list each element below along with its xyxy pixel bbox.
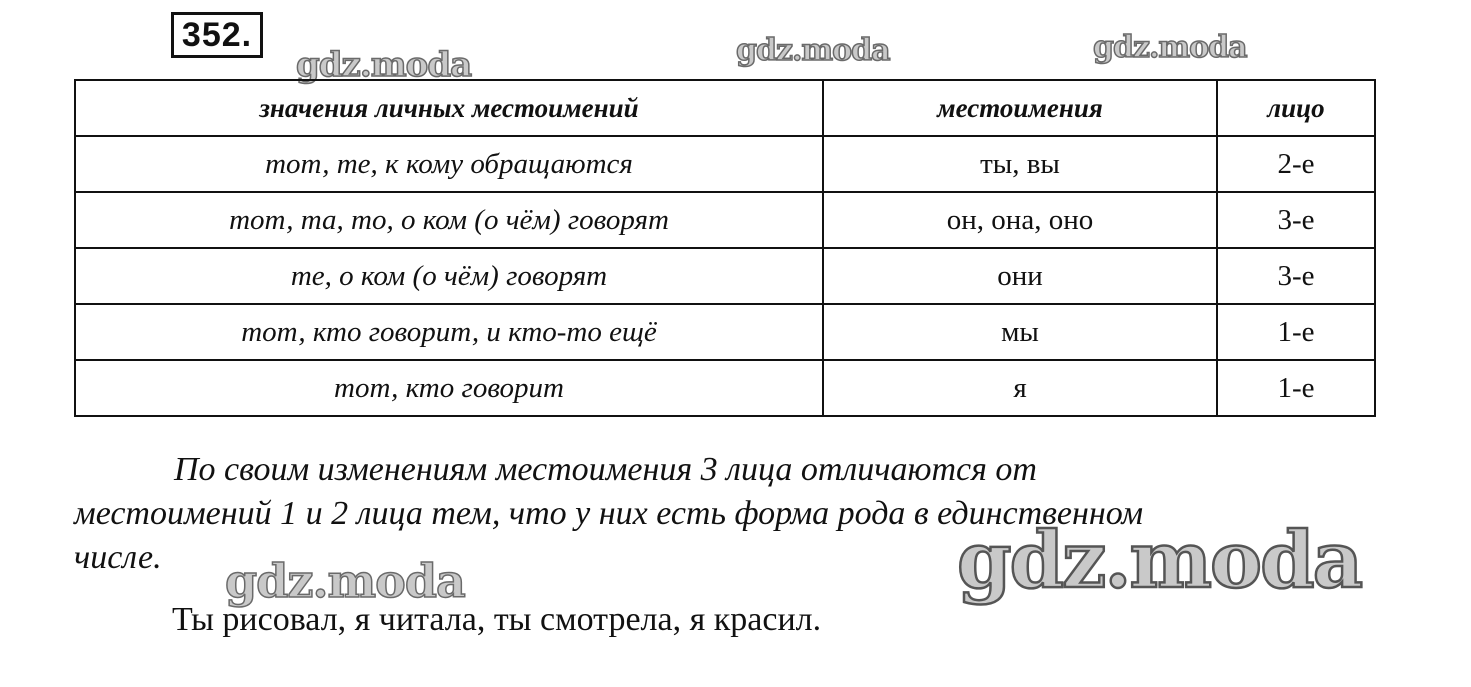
watermark: gdz.moda — [736, 33, 890, 68]
cell-meaning: те, о ком (о чём) говорят — [75, 248, 823, 304]
watermark: gdz.moda — [225, 554, 465, 608]
watermark: gdz.moda — [957, 515, 1362, 606]
header-meaning: значения личных местоимений — [75, 80, 823, 136]
cell-meaning: тот, кто говорит — [75, 360, 823, 416]
cell-meaning: тот, кто говорит, и кто-то ещё — [75, 304, 823, 360]
table-row — [75, 136, 1375, 192]
cell-pronoun: они — [823, 248, 1217, 304]
watermark: gdz.moda — [296, 45, 472, 85]
cell-pronoun: мы — [823, 304, 1217, 360]
table-row — [75, 248, 1375, 304]
cell-pronoun: он, она, оно — [823, 192, 1217, 248]
header-person: лицо — [1217, 80, 1375, 136]
watermark: gdz.moda — [1093, 30, 1247, 65]
cell-person: 1-е — [1217, 360, 1375, 416]
cell-person: 2-е — [1217, 136, 1375, 192]
paragraph-line: местоимений 1 и 2 лица тем, что у них есть форма рода в единственном — [74, 495, 1144, 532]
paragraph-line: По своим изменениям местоимения 3 лица отличаются от — [174, 451, 1037, 488]
cell-person: 3-е — [1217, 248, 1375, 304]
example-sentence: Ты рисовал, я читала, ты смотрела, я красил. — [172, 601, 822, 638]
cell-person: 3-е — [1217, 192, 1375, 248]
cell-person: 1-е — [1217, 304, 1375, 360]
cell-meaning: тот, та, то, о ком (о чём) говорят — [75, 192, 823, 248]
task-number: 352. — [171, 12, 263, 58]
table-header-row — [75, 80, 1375, 136]
header-pronouns: местоимения — [823, 80, 1217, 136]
cell-pronoun: ты, вы — [823, 136, 1217, 192]
table-row — [75, 192, 1375, 248]
pronoun-table-container — [74, 79, 1374, 417]
table-row — [75, 304, 1375, 360]
cell-meaning: тот, те, к кому обращаются — [75, 136, 823, 192]
pronoun-table — [74, 79, 1376, 417]
table-row — [75, 360, 1375, 416]
cell-pronoun: я — [823, 360, 1217, 416]
paragraph-line: числе. — [74, 539, 162, 576]
